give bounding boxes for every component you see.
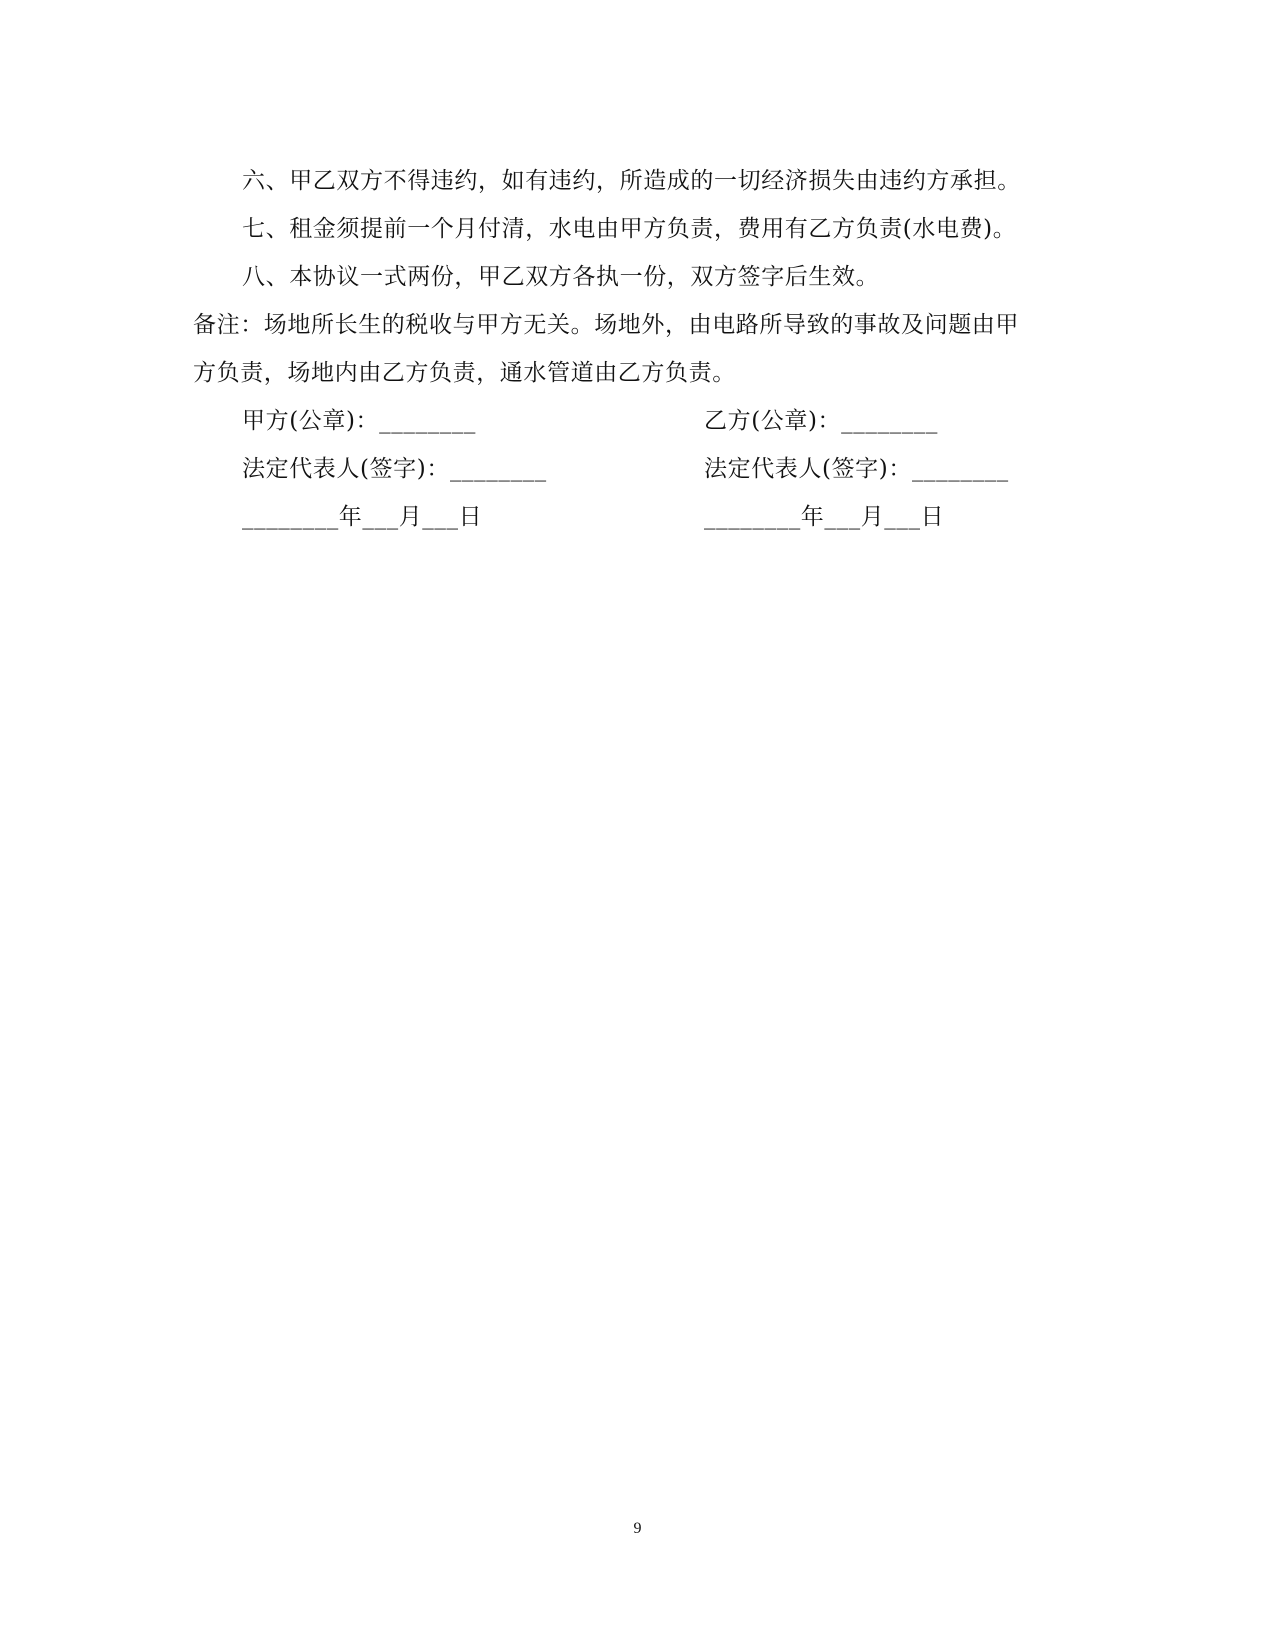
page-number: 9 [633,1520,642,1537]
party-b-representative-field: 法定代表人(签字)：________ [704,456,1009,482]
party-b-date-field: ________年___月___日 [704,504,945,530]
clause-eight: 八、本协议一式两份，甲乙双方各执一份，双方签字后生效。 [242,264,880,290]
note-line-1: 备注：场地所长生的税收与甲方无关。场地外，由电路所导致的事故及问题由甲 [193,312,1019,338]
clause-seven: 七、租金须提前一个月付清，水电由甲方负责，费用有乙方负责(水电费)。 [242,216,1017,242]
party-a-date-field: ________年___月___日 [242,504,483,530]
note-line-2: 方负责，场地内由乙方负责，通水管道由乙方负责。 [193,360,736,386]
party-b-seal-field: 乙方(公章)：________ [704,408,938,434]
party-a-representative-field: 法定代表人(签字)：________ [242,456,547,482]
party-a-seal-field: 甲方(公章)：________ [242,408,476,434]
clause-six: 六、甲乙双方不得违约，如有违约，所造成的一切经济损失由违约方承担。 [242,168,1021,194]
